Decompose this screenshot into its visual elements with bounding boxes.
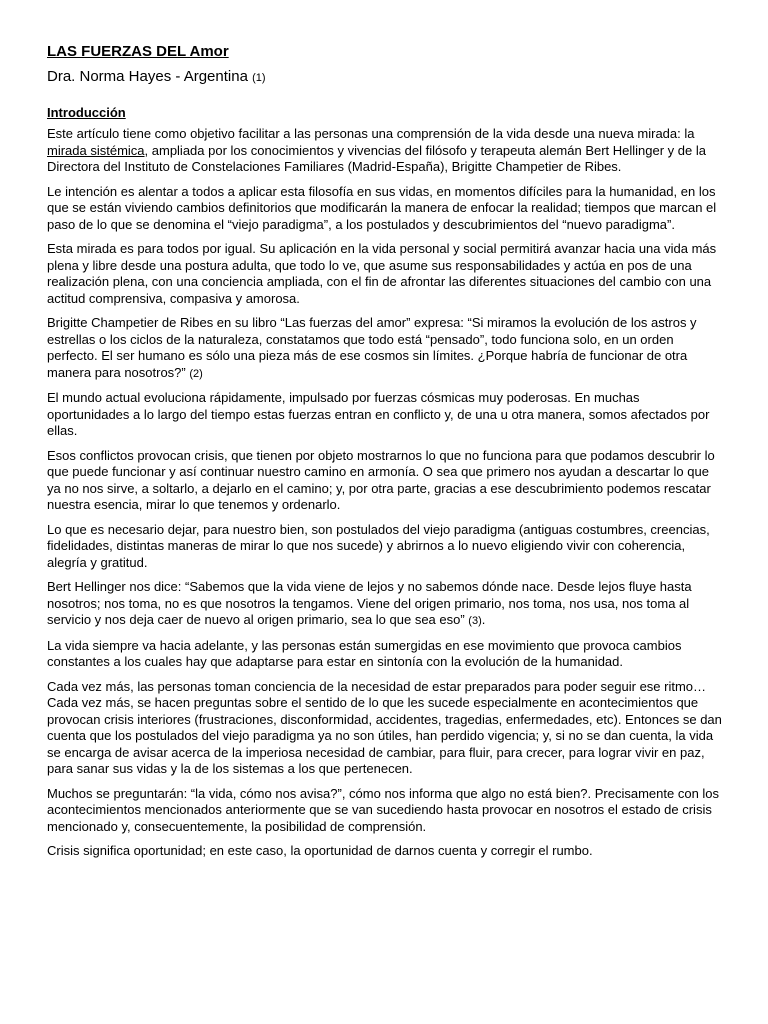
paragraph-12: Crisis significa oportunidad; en este caso, la oportunidad de darnos cuenta y corregir el rumbo. (47, 843, 593, 858)
paragraph-3: Esta mirada es para todos por igual. Su aplicación en la vida personal y social permitirá avanzar hacia una vida más plena y libre desde una postura adulta, que todo lo ve, que asume sus responsabilidades y actúa en pos de una realización plena, con una conciencia ampliada, con el fin de afrontar las diferentes situaciones del cambio con una actitud comprensiva, compasiva y amorosa. (47, 241, 717, 306)
paragraph-5: El mundo actual evoluciona rápidamente, impulsado por fuerzas cósmicas muy poderosas. En muchas oportunidades a lo largo del tiempo estas fuerzas entran en conflicto y, de una u otra manera, somos afectados por ellas. (47, 390, 710, 438)
document-title: LAS FUERZAS DEL Amor (47, 43, 229, 60)
paragraph-4-text: Brigitte Champetier de Ribes en su libro “Las fuerzas del amor” expresa: “Si miramos la evolución de los astros y estrellas o los ciclos de la naturaleza, constatamos que todo está “pensado”, todo funciona solo, en un orden perfecto. El ser humano es sólo una pieza más de ese cosmos sin límites. ¿Porque habría de funcionar de otra manera para nosotros?” (47, 315, 697, 380)
author-line (47, 68, 723, 87)
footnote-ref-2: (2) (189, 367, 203, 380)
paragraph-1 (47, 126, 723, 176)
paragraph-1-start: Este artículo tiene como objetivo facilitar a las personas una comprensión de la vida desde una nueva mirada: la (47, 126, 695, 141)
paragraph-2: Le intención es alentar a todos a aplicar esta filosofía en sus vidas, en momentos difíciles para la humanidad, en los que se están viviendo cambios definitorios que modificarán la manera de enfocar la realidad; tiempos que marcan el paso de lo que se denomina el “viejo paradigma”, a los postulados y descubrimientos del “nuevo paradigma”. (47, 183, 717, 232)
paragraph-8-text: Bert Hellinger nos dice: “Sabemos que la vida viene de lejos y no sabemos dónde nace. Desde lejos fluye hasta nosotros; nos toma, no es que nosotros la tengamos. Viene del origen primario, nos toma, nos usa, nos toma al servicio y nos deja caer de nuevo al origen primario, sea lo que sea eso” (47, 579, 692, 627)
mirada-sistemica-link[interactable]: mirada sistémica (47, 142, 145, 158)
section-heading: Introducción (47, 105, 126, 120)
paragraph-1-end: , ampliada por los conocimientos y vivencias del filósofo y terapeuta alemán Bert Hellinger y de la Directora del Instituto de Constelaciones Familiares (Madrid-España), Brigitte Champetier de Ribes. (47, 142, 706, 174)
author-name: Dra. Norma Hayes - Argentina (47, 68, 248, 85)
paragraph-11: Muchos se preguntarán: “la vida, cómo nos avisa?”, cómo nos informa que algo no está bien?. Precisamente con los acontecimientos mencionados anteriormente que se van sucediendo hasta provocar en nosotros el estado de crisis mencionado y, consecuentemente, la posibilidad de comprensión. (47, 785, 720, 834)
document-page (47, 43, 723, 868)
author-footnote-ref: (1) (252, 72, 266, 84)
paragraph-7: Lo que es necesario dejar, para nuestro bien, son postulados del viejo paradigma (antiguas costumbres, creencias, fidelidades, distintas maneras de mirar lo que nos sucede) y abrirnos a lo nuevo eligiendo vivir con coherencia, alegría y gratitud. (47, 521, 710, 570)
paragraph-8-end: . (481, 612, 486, 627)
paragraph-6: Esos conflictos provocan crisis, que tienen por objeto mostrarnos lo que no funciona para que podamos descubrir lo que puede funcionar y así continuar nuestro camino en armonía. O sea que primero nos ayudan a descartar lo que ya no nos sirve, a soltarlo, a dejarlo en el camino; y, por otra parte, gracias a ese descubrimiento podemos rescatar nuestra esencia, mirar lo que tenemos y ordenarlo. (47, 447, 715, 512)
paragraph-8 (47, 579, 723, 630)
footnote-ref-3: (3) (468, 615, 482, 627)
paragraph-9: La vida siempre va hacia adelante, y las personas están sumergidas en ese movimiento que provoca cambios constantes a los cuales hay que adaptarse para estar en sintonía con la evolución de la humanidad. (47, 637, 682, 669)
paragraph-4 (47, 315, 723, 382)
paragraph-10: Cada vez más, las personas toman conciencia de la necesidad de estar preparados para poder seguir ese ritmo…Cada vez más, se hacen preguntas sobre el sentido de lo que les sucede especialmente en acontecimientos que provocan crisis interiores (frustraciones, disconformidad, accidentes, tragedias, enfermedades, etc). Entonces se dan cuenta que los postulados del viejo paradigma ya no son útiles, han perdido vigencia; y, si no se dan cuenta, la vida se encarga de avisar acerca de la imperiosa necesidad de cambiar, para fluir, para crecer, para lograr vivir en paz, para sanar sus vidas y la de los sistemas a los que pertenecen. (47, 678, 722, 776)
